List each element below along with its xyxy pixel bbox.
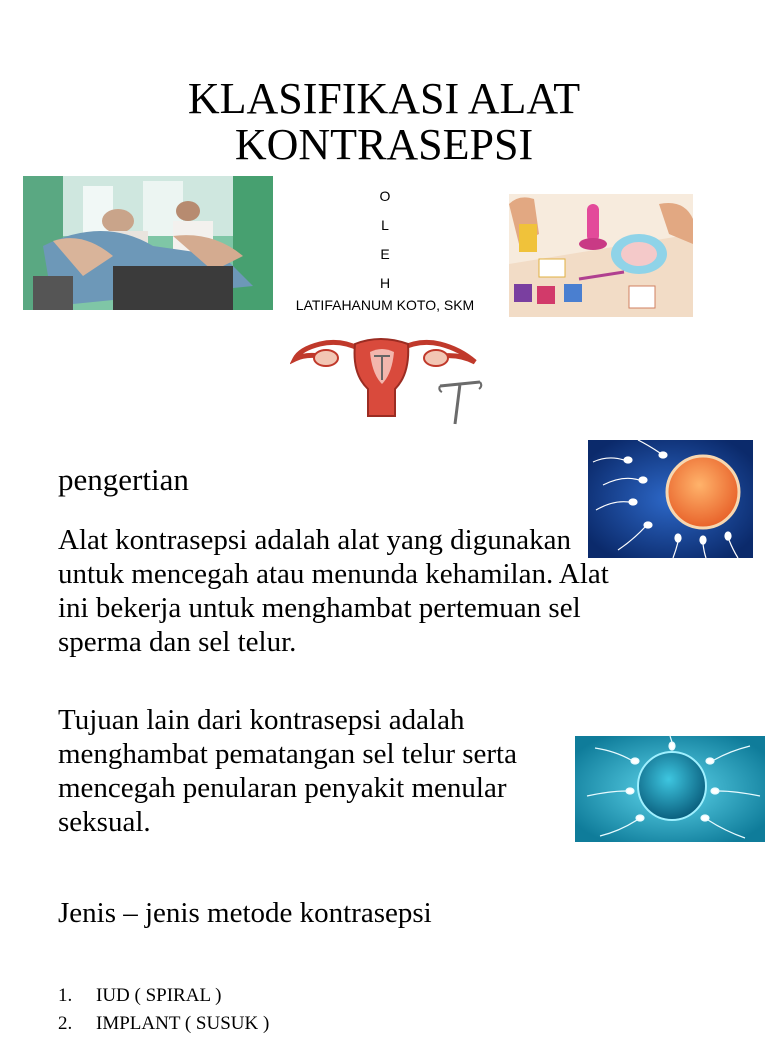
list-item xyxy=(58,982,269,1010)
list-item-label: IMPLANT ( SUSUK ) xyxy=(96,1013,270,1034)
title-line-2: KONTRASEPSI xyxy=(234,120,534,169)
types-heading: Jenis – jenis metode kontrasepsi xyxy=(58,897,432,929)
list-item-number: 2. xyxy=(58,1013,73,1034)
section-heading: pengertian xyxy=(58,462,189,497)
author-name: LATIFAHANUM KOTO, SKM xyxy=(295,297,475,313)
byline-letter: H xyxy=(379,275,391,291)
byline-letter: L xyxy=(381,217,389,233)
byline-letter: E xyxy=(380,246,390,262)
sperm-egg-image-2 xyxy=(575,736,765,842)
byline-letter: O xyxy=(379,188,391,204)
list-item-label: IUD ( SPIRAL ) xyxy=(96,985,222,1006)
definition-paragraph: Alat kontrasepsi adalah alat yang digunakan untuk mencegah atau menunda kehamilan. Alat ini bekerja untuk menghambat pertemuan sel sperma dan sel telur. xyxy=(58,524,609,658)
purpose-paragraph: Tujuan lain dari kontrasepsi adalah menghambat pematangan sel telur serta mencegah penularan penyakit menular seksual. xyxy=(58,704,517,838)
list-item-number: 1. xyxy=(58,985,73,1006)
uterus-iud-illustration xyxy=(290,334,485,426)
byline xyxy=(280,182,490,314)
list-item xyxy=(58,1010,269,1038)
title-line-1: KLASIFIKASI ALAT xyxy=(187,74,581,123)
contraceptive-types-list xyxy=(58,982,269,1038)
slide-title xyxy=(0,76,768,168)
contraceptives-photo xyxy=(509,194,693,317)
clinic-photo xyxy=(23,176,273,310)
